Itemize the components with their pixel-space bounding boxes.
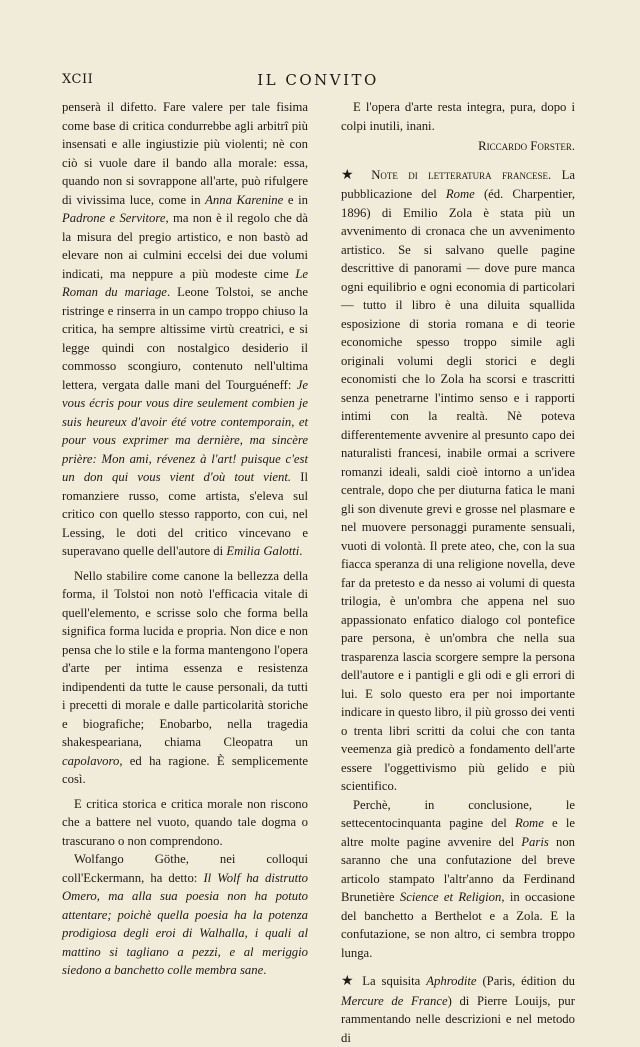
word-capolavoro: capolavoro <box>62 753 120 768</box>
right-column <box>341 98 575 1047</box>
title-rome-2: Rome <box>514 816 544 830</box>
page-header <box>62 72 574 92</box>
title-roman-du-mariage: Le Roman du mariage <box>62 266 308 299</box>
quote-gothe: Il Wolf ha distrutto Omero, ma alla sua poesia non ha potuto attentare; poichè quella poesia ha la potenza prodigiosa degli eroi di Walhalla, i quali al mattino si tagliano a pezzi, e al meriggio siedono a banchetto colle membra sane <box>62 870 308 977</box>
running-title: IL CONVITO <box>257 71 379 89</box>
paragraph-critica-storica: E critica storica e critica morale non riscono che a battere nel vuoto, quando tale dogma o trascurano o non comprendono. <box>62 796 308 848</box>
quote-tourgueneff: Je vous écris pour vous dire seulement combien je suis heureux d'avoir été votre contemporain, et pour vous exprimer ma dernière, ma sincère prière: Mon ami, révenez à l'art! puisque c'est un don qui vous vient d'où tout vient. <box>62 377 308 484</box>
title-mercure-de-france: Mercure de France <box>341 993 448 1008</box>
paragraph-closing: E l'opera d'arte resta integra, pura, dopo i colpi inutili, inani. <box>341 100 575 133</box>
paragraph-gothe: Wolfango Göthe, nei colloqui coll'Eckermann, ha detto: Il Wolf ha distrutto Omero, ma alla sua poesia non ha potuto attentare; poichè quella poesia ha la potenza prodigiosa degli eroi di Walhalla, i quali al mattino si tagliano a pezzi, e al meriggio siedono a banchetto colle membra sane. <box>62 852 308 977</box>
author-signature: Riccardo Forster. <box>478 139 575 153</box>
title-paris: Paris <box>521 834 549 849</box>
title-padrone-servitore: Padrone e Servitore <box>62 211 166 225</box>
star-icon: ★ <box>341 974 357 989</box>
title-aphrodite: Aphrodite <box>426 974 477 988</box>
paragraph-bellezza-forma: Nello stabilire come canone la bellezza della forma, il Tolstoi non notò l'efficacia vitale di quell'elemento, e scrisse solo che forma bella significa forma lucida e propria. Non dice e non pensa che lo stile e la forma mantengono l'opera d'arte per intima essenza e resistenza indipendenti da tutte le cause personali, da tutti i precetti di morale e dalle particolarità storiche e biografiche; Enobarbo, nella tragedia shakespeariana, chiama Cleopatra un capolavoro, ed ha ragione. È semplicemente così. <box>62 568 308 786</box>
page-number: XCII <box>62 72 94 87</box>
note-letteratura-francese: ★ Note di letteratura francese. La pubblicazione del Rome (éd. Charpentier, 1896) di Emilio Zola è stata più un avvenimento di cronaca che un avvenimento artistico. Se si salvano quelle pagine descrittive di panorami — dove pure manca ogni equilibrio e ogni economia di particolari — tutto il libro è una diluita squallida esposizione di storia romana e di teorie economiche spesso troppo simile agli originali volumi degli storici e degli economisti che lo Zola ha scorsi e trascritti senza penetrarne l'intimo senso e i rapporti intimi con la realtà. Nè poteva differentemente avvenire al presunto capo dei naturalisti francesi, inabile ormai a scrivere romanzi ideali, saldi cioè intorno a un'idea centrale, dopo che per diuturna fatica le mani gli son divenute grevi e grosse nel plasmare e nel muovere personaggi puramente sensuali, vuoti di volontà. Il prete ateo, che, con la sua fiacca speranza di una religione novella, deve far da pretesto e da nesso ai volumi di questa trilogia, è un'ombra che appena nel suo appassionato enfatico dialogo col pontefice pare persona, è un'ombra che nella sua trasparenza lascia scorgere sempre la persona dell'autore e i pantigli e gli odi e gli errori di lui. E solo questo era per noi importante indicare in questo libro, il più grosso dei venti o trenta libri scritti da colui che con tanta veemenza già predicò a fondamento dell'arte essere l'oggettivismo più gelido e più scientifico. <box>341 167 575 793</box>
title-science-et-religion: Science et Religion <box>399 890 502 904</box>
note-heading: Note di letteratura francese. <box>371 167 552 182</box>
paragraph-tolstoi-morale: penserà il difetto. Fare valere per tale fisima come base di critica condurrebbe agli arbitrî più insensati e alle ingiustizie più violenti; nè con ciò si vuole dare il bando alla morale: essa, quando non si sovrappone all'arte, può rifulgere di vivissima luce, come in Anna Karenine e in Padrone e Servitore, ma non è il regolo che dà la misura del pregio artistico, e non bastò ad elevare non ai culmini eccelsi dei due volumi indicati, ma neppure a più modeste cime Le Roman du mariage. Leone Tolstoi, se anche ristringe e rinserra in un campo troppo chiuso la critica, ha sempre altissime virtù creatrici, e si legge quindi con nostalgico desiderio il commosso scongiuro, contenuto nell'ultima lettera, vergata dalle mani del Tourguéneff: Je vous écris pour vous dire seulement combien je suis heureux d'avoir été votre contemporain, et pour vous exprimer ma dernière, ma sincère prière: Mon ami, révenez à l'art! puisque c'est un don qui vous vient d'où tout vient. Il romanziere russo, come artista, s'eleva sul critico con quello stesso rapporto, con cui, nel Lessing, le doti del critico vincevano e superavano quelle dell'autore di Emilia Galotti. <box>62 100 308 558</box>
title-rome: Rome <box>445 187 475 201</box>
note-aphrodite: ★ La squisita Aphrodite (Paris, édition du Mercure de France) di Pierre Louijs, pur rammentando nelle descrizioni e nel metodo di <box>341 974 576 1045</box>
title-emilia-galotti: Emilia Galotti <box>226 544 300 558</box>
title-anna-karenine: Anna Karenine <box>205 192 284 207</box>
left-column <box>62 98 308 980</box>
star-icon: ★ <box>341 167 361 183</box>
paragraph-conclusione: Perchè, in conclusione, le settecentocinquanta pagine del Rome e le altre molte pagine avvenire del Paris non saranno che una confutazione del breve articolo stampato l'altr'anno da Ferdinand Brunetière Science et Religion, in occasione del banchetto a Berthelot e a Zola. E la confutazione, se non altro, ci sembra troppo lunga. <box>341 797 576 960</box>
